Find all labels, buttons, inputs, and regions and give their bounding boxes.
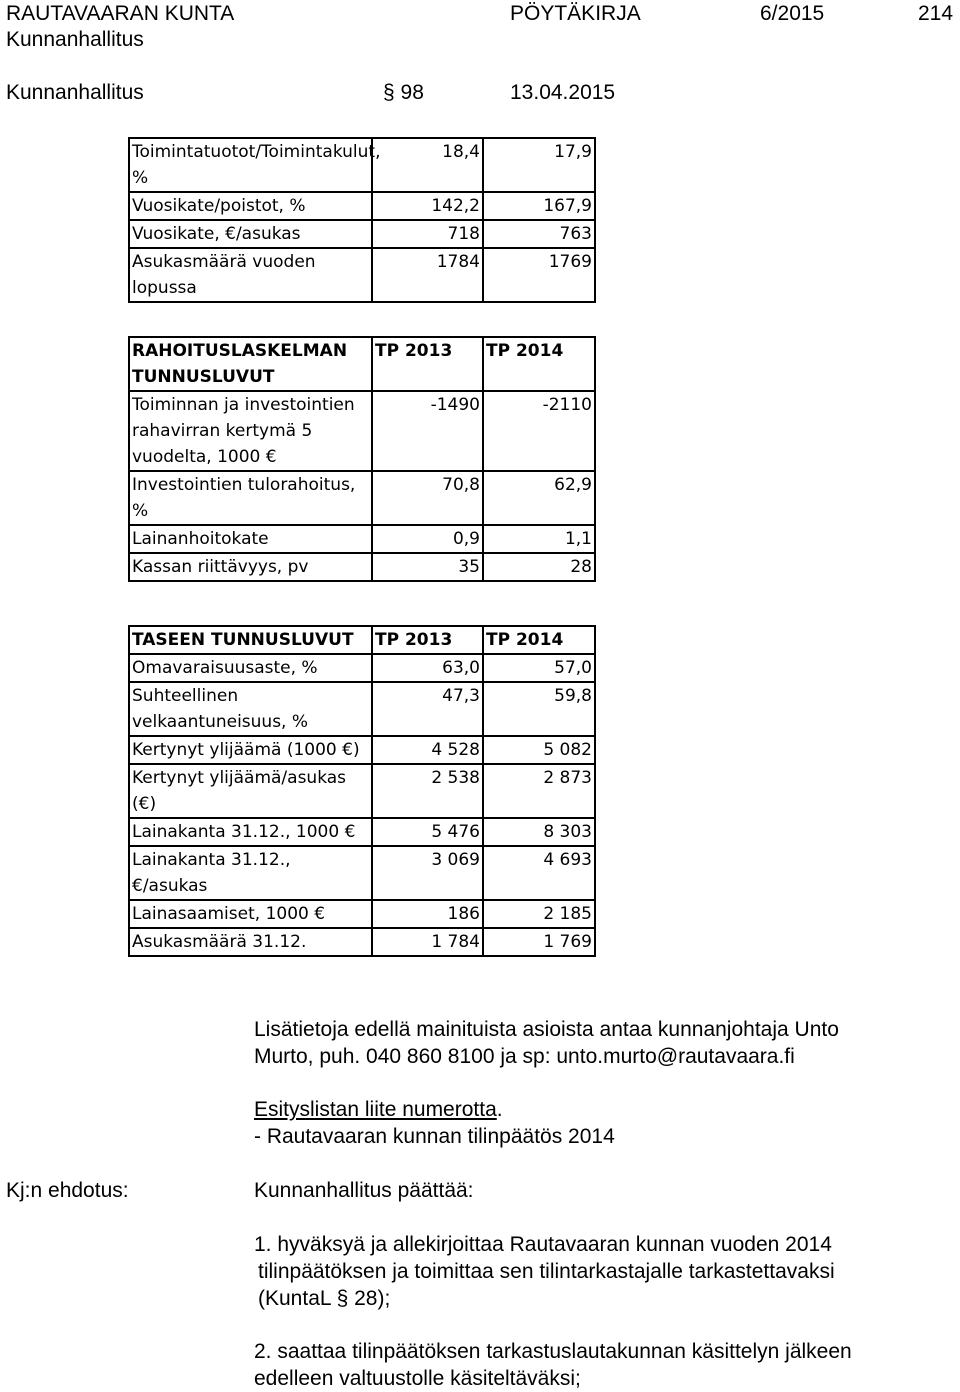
value-2014: 2 873 [483, 764, 595, 818]
attachment-item: - Rautavaaran kunnan tilinpäätös 2014 [254, 1125, 615, 1148]
meeting-body: Kunnanhallitus [6, 81, 144, 104]
value-2014: 57,0 [483, 654, 595, 682]
table-row [129, 736, 595, 764]
column-header-2014: TP 2014 [483, 626, 595, 654]
value-2013: 186 [372, 900, 483, 928]
value-2013: 47,3 [372, 682, 483, 736]
attachment-dot: . [496, 1098, 503, 1121]
table-header-row [129, 337, 595, 391]
table-title: RAHOITUSLASKELMAN TUNNUSLUVUT [129, 337, 372, 391]
info-line-1: Lisätietoja edellä mainituista asioista antaa kunnanjohtaja Unto [254, 1018, 839, 1041]
meeting-date: 13.04.2015 [510, 81, 616, 104]
column-header-2014: TP 2014 [483, 337, 595, 391]
table-row [129, 138, 595, 192]
row-label: Investointien tulorahoitus, % [129, 471, 372, 525]
value-2014: 4 693 [483, 846, 595, 900]
value-2013: 63,0 [372, 654, 483, 682]
attachment-label: Esityslistan liite numerotta [254, 1098, 497, 1121]
value-2014: 763 [483, 220, 595, 248]
row-label: Suhteellinen velkaantuneisuus, % [129, 682, 372, 736]
value-2013: 4 528 [372, 736, 483, 764]
row-label: Toimintatuotot/Toimintakulut, % [129, 138, 372, 192]
row-label: Lainakanta 31.12., €/asukas [129, 846, 372, 900]
row-label: Kertynyt ylijäämä/asukas (€) [129, 764, 372, 818]
table-row [129, 192, 595, 220]
value-2013: 5 476 [372, 818, 483, 846]
table-row [129, 654, 595, 682]
row-label: Asukasmäärä 31.12. [129, 928, 372, 956]
table-header-row [129, 626, 595, 654]
value-2014: 1,1 [483, 525, 595, 553]
proposal-intro: Kunnanhallitus päättää: [254, 1179, 474, 1202]
value-2013: 1 784 [372, 928, 483, 956]
table-row [129, 220, 595, 248]
row-label: Lainakanta 31.12., 1000 € [129, 818, 372, 846]
value-2014: -2110 [483, 391, 595, 471]
proposal-item-2-line-2: edelleen valtuustolle käsiteltäväksi; [254, 1367, 581, 1390]
value-2014: 28 [483, 553, 595, 581]
row-label: Vuosikate/poistot, % [129, 192, 372, 220]
value-2013: -1490 [372, 391, 483, 471]
value-2014: 1 769 [483, 928, 595, 956]
attachment-heading [254, 1096, 503, 1123]
table-row [129, 818, 595, 846]
value-2014: 167,9 [483, 192, 595, 220]
proposal-item-1-line-2: tilinpäätöksen ja toimittaa sen tilintarkastajalle tarkastettavaksi [258, 1260, 835, 1283]
value-2014: 1769 [483, 248, 595, 302]
table-row [129, 471, 595, 525]
table-row [129, 900, 595, 928]
table-row [129, 525, 595, 553]
section-number: § 98 [383, 81, 424, 104]
page-number: 214 [918, 2, 954, 25]
column-header-2013: TP 2013 [372, 337, 483, 391]
doc-number: 6/2015 [760, 2, 825, 25]
table-row [129, 928, 595, 956]
table-row [129, 553, 595, 581]
value-2013: 0,9 [372, 525, 483, 553]
value-2013: 70,8 [372, 471, 483, 525]
row-label: Kassan riittävyys, pv [129, 553, 372, 581]
proposal-item-1-line-3: (KuntaL § 28); [258, 1287, 391, 1310]
financing-ratios-table [128, 336, 596, 582]
row-label: Lainanhoitokate [129, 525, 372, 553]
org-name: RAUTAVAARAN KUNTA [6, 2, 235, 25]
proposal-label: Kj:n ehdotus: [6, 1179, 129, 1202]
balance-sheet-ratios-table [128, 625, 596, 957]
value-2013: 718 [372, 220, 483, 248]
value-2014: 17,9 [483, 138, 595, 192]
doc-type: PÖYTÄKIRJA [510, 2, 641, 25]
row-label: Kertynyt ylijäämä (1000 €) [129, 736, 372, 764]
column-header-2013: TP 2013 [372, 626, 483, 654]
value-2013: 3 069 [372, 846, 483, 900]
row-label: Asukasmäärä vuoden lopussa [129, 248, 372, 302]
value-2013: 1784 [372, 248, 483, 302]
value-2014: 8 303 [483, 818, 595, 846]
table-row [129, 846, 595, 900]
row-label: Vuosikate, €/asukas [129, 220, 372, 248]
key-figures-table [128, 137, 596, 303]
row-label: Lainasaamiset, 1000 € [129, 900, 372, 928]
proposal-item-1-line-1: 1. hyväksyä ja allekirjoittaa Rautavaaran kunnan vuoden 2014 [254, 1233, 832, 1256]
issuing-body: Kunnanhallitus [6, 28, 144, 51]
value-2013: 18,4 [372, 138, 483, 192]
table-row [129, 682, 595, 736]
value-2013: 35 [372, 553, 483, 581]
proposal-item-2-line-1: 2. saattaa tilinpäätöksen tarkastuslautakunnan käsittelyn jälkeen [254, 1340, 852, 1363]
info-line-2: Murto, puh. 040 860 8100 ja sp: unto.murto@rautavaara.fi [254, 1045, 795, 1068]
value-2013: 2 538 [372, 764, 483, 818]
value-2014: 5 082 [483, 736, 595, 764]
value-2014: 59,8 [483, 682, 595, 736]
value-2013: 142,2 [372, 192, 483, 220]
row-label: Toiminnan ja investointien rahavirran kertymä 5 vuodelta, 1000 € [129, 391, 372, 471]
value-2014: 2 185 [483, 900, 595, 928]
row-label: Omavaraisuusaste, % [129, 654, 372, 682]
table-row [129, 391, 595, 471]
table-title: TASEEN TUNNUSLUVUT [129, 626, 372, 654]
value-2014: 62,9 [483, 471, 595, 525]
table-row [129, 764, 595, 818]
table-row [129, 248, 595, 302]
